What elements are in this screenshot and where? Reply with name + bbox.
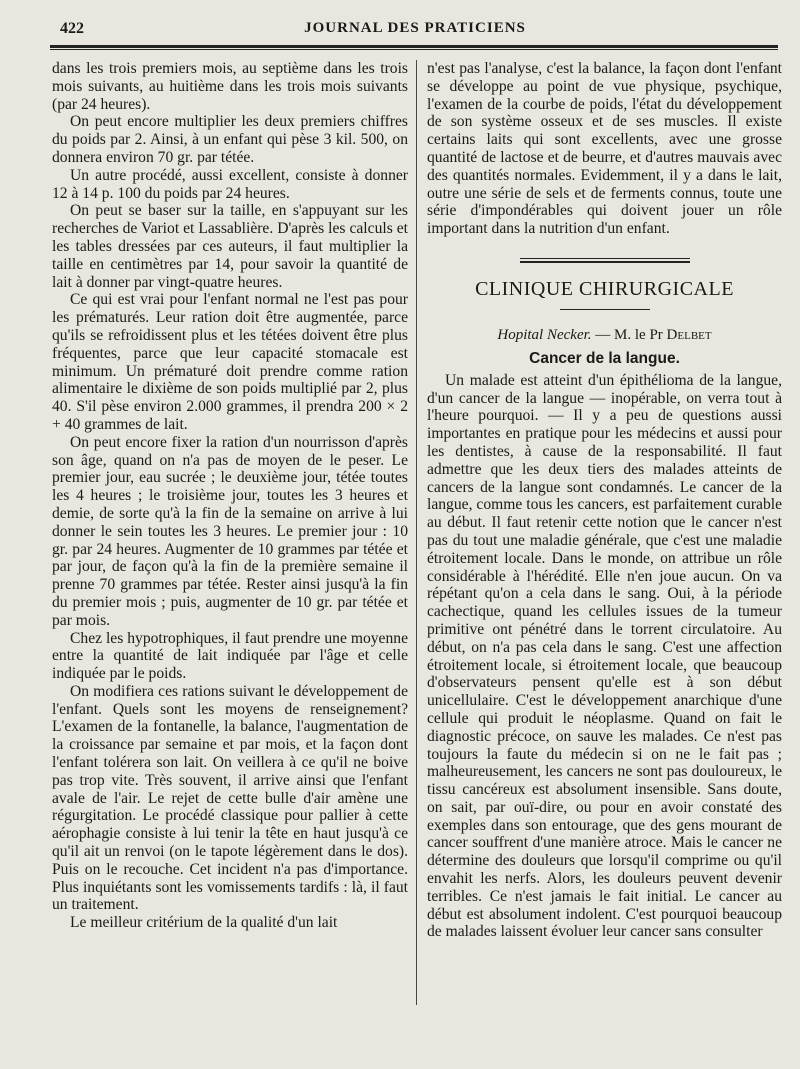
article-title: Cancer de la langue. — [529, 349, 680, 367]
section-rule — [560, 309, 650, 310]
paragraph: dans les trois premiers mois, au septième dans les trois mois suivants, au huitième dans les trois mois suivants (par 24 heures). — [52, 60, 408, 113]
paragraph: Un autre procédé, aussi excellent, consiste à donner 12 à 14 p. 100 du poids par 24 heures. — [52, 166, 408, 202]
paragraph: On peut encore multiplier les deux premiers chiffres du poids par 2. Ainsi, à un enfant qui pèse 3 kil. 500, on donnera environ 70 gr. par tétée. — [52, 113, 408, 166]
paragraph: Le meilleur critérium de la qualité d'un lait — [70, 914, 338, 932]
article-byline — [427, 326, 782, 344]
paragraph: Un malade est atteint d'un épithélioma de la langue, d'un cancer de la langue — inopérable, on verra tout à l'heure pourquoi. — Il y a peu de questions aussi importantes en pratique pour les médecins et aussi pour les dentistes, à cause de la responsabilité. Il faut admettre que les deux tiers des malades atteints de cancers de la langue sont condamnés. Le cancer de la langue, comme tous les cancers, est parfaitement curable au début. Il faut retenir cette notion que le cancer n'est pas du tout une maladie générale, que c'est une maladie étroitement locale. Dans le monde, on attribue un rôle considérable à l'hérédité. Elle n'en joue aucun. On va répétant qu'on a cela dans le sang. Oui, à la période cachectique, quand les cellules issues de la tumeur primitive ont pénétré dans le torrent circulatoire. Au début, on n'a pas cela dans le sang. C'est une affection étroitement locale, si étroitement locale, que beaucoup d'observateurs pensent qu'elle est à son début unicellulaire. C'est le développement anarchique d'une cellule qui produit le néoplasme. Quand on fait le diagnostic précoce, on sauve les malades. Ce n'est pas toujours la faute du médecin si on ne le fait pas ; malheureusement, les cancers ne sont pas douloureux, le tissu cancéreux est absolument insensible. Sans doute, on sait, par ouï-dire, ou pour en avoir constaté des exemples dans son entourage, que des gens mourant de cancer souffrent d'une manière atroce. Mais le cancer ne détermine des douleurs que lorsqu'il comprime ou qu'il envahit les nerfs. Alors, les douleurs peuvent devenir terribles. Ce n'est jamais le fait initial. Le cancer au début est absolument indolent. C'est pourquoi beaucoup de malades laissent évoluer leur cancer sans consulter — [427, 371, 782, 941]
doctor-name: Delbet — [666, 326, 712, 343]
left-column — [52, 60, 408, 932]
section-rule — [520, 258, 690, 263]
section-title: CLINIQUE CHIRURGICALE — [475, 277, 734, 300]
paragraph: On peut se baser sur la taille, en s'appuyant sur les recherches de Variot et Lassablière. D'après les calculs et les tables dressées par ces auteurs, il faut multiplier la taille en centimètres par 14, pour savoir la quantité de lait à donner par vingt-quatre heures. — [52, 202, 408, 291]
hospital-name: Hopital Necker. — [497, 326, 592, 343]
paragraph: On modifiera ces rations suivant le développement de l'enfant. Quels sont les moyens de renseignement? L'examen de la fontanelle, la balance, l'augmentation de la croissance par semaine et par mois, et la façon dont l'enfant tolérera son lait. On veillera à ce qu'il ne boive pas trop vite. Très souvent, il arrive ainsi que l'enfant avale de l'air. Le rejet de cette bulle d'air amène une régurgitation. Le procédé classique pour pallier à cette aérophagie consiste à lui tenir la tête en haut jusqu'à ce qu'il ait un renvoi (on le tapote légèrement dans le dos). Puis on le recouche. Cet incident n'a pas d'importance. Plus inquiétants sont les vomissements tardifs : là, il faut un traitement. — [52, 682, 408, 914]
column-divider — [416, 60, 417, 1005]
paragraph: On peut encore fixer la ration d'un nourrisson d'après son âge, quand on n'a pas de moyen de le peser. Le premier jour, eau sucrée ; le deuxième jour, tétée toutes les 4 heures ; le troisième jour, toutes les 3 heures et demie, de sorte qu'à la fin de la semaine on arrive à lui donner le sein toutes les 3 heures. Le premier jour : 10 gr. par 24 heures. Augmenter de 10 grammes par tétée et par jour, de façon qu'à la fin de la première semaine il prenne 70 grammes par tétée. Rester ainsi jusqu'à la fin du premier mois ; puis, augmenter de 10 gr. par tétée et par mois. — [52, 433, 408, 629]
paragraph: Ce qui est vrai pour l'enfant normal ne l'est pas pour les prématurés. Leur ration doit être augmentée, parce qu'ils se refroidissent plus et les tétées doivent être plus fréquentes, parce que leur capacité stomacale est minimum. Un prématuré doit prendre comme ration alimentaire le dixième de son poids multiplié par 2, plus 40. S'il pèse environ 2.000 grammes, il prendra 200 × 2 + 40 grammes de lait. — [52, 291, 408, 433]
doctor-prefix: — M. le Pr — [591, 326, 667, 343]
page-header — [50, 20, 780, 42]
page-number: 422 — [60, 20, 84, 37]
paragraph: n'est pas l'analyse, c'est la balance, la façon dont l'enfant se développe au point de vue physique, psychique, l'examen de la courbe de poids, l'état du développement de son système osseux et de ses muscles. Il existe certains laits qui sont excellents, avec une grosse quantité de lactose et de beurre, et d'autres mauvais avec des quantités normales. Evidemment, il y a dans le lait, outre une série de sels et de ferments connus, toute une série d'impondérables qui doivent jouer un rôle important dans la nutrition d'un enfant. — [427, 60, 782, 238]
paragraph: Chez les hypotrophiques, il faut prendre une moyenne entre la quantité de lait indiquée par l'âge et celle indiquée par le poids. — [52, 629, 408, 683]
right-column — [427, 60, 782, 941]
header-rule — [50, 45, 778, 50]
running-title: JOURNAL DES PRATICIENS — [304, 20, 526, 36]
